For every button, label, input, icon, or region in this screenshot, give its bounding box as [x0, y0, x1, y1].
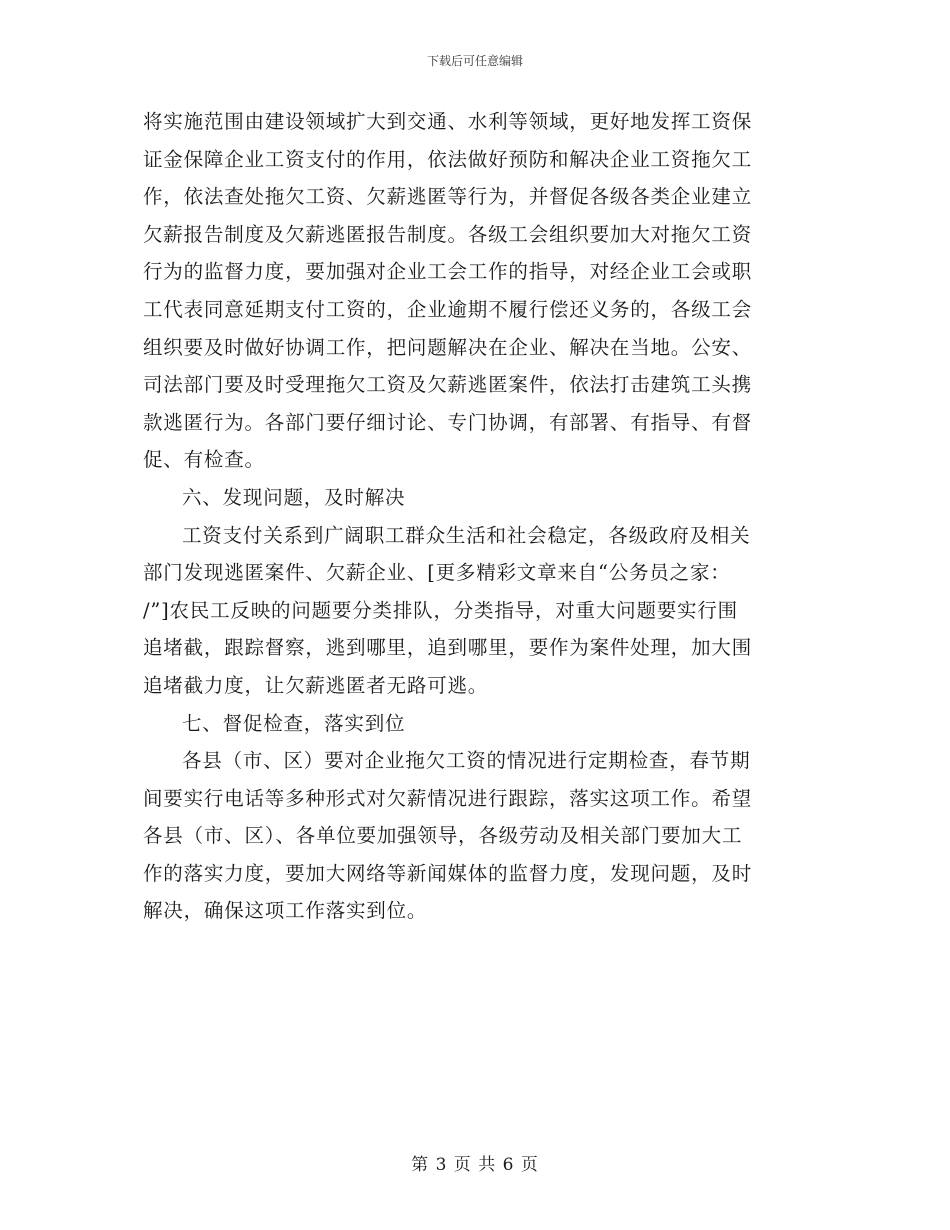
text-line: 行为的监督力度，要加强对企业工会工作的指导，对经企业工会或职: [143, 260, 753, 284]
text-line: 追堵截力度，让欠薪逃匿者无路可逃。: [143, 673, 489, 697]
text-line: 作的落实力度，要加大网络等新闻媒体的监督力度，发现问题，及时: [143, 861, 753, 885]
page-number-footer: 第 3 页 共 6 页: [411, 1155, 539, 1175]
text-line: 工资支付关系到广阔职工群众生活和社会稳定，各级政府及相关: [182, 523, 751, 547]
text-line: 证金保障企业工资支付的作用，依法做好预防和解决企业工资拖欠工: [143, 147, 753, 171]
section-heading: 六、发现问题，及时解决: [182, 485, 406, 509]
text-line: 将实施范围由建设领域扩大到交通、水利等领域，更好地发挥工资保: [143, 110, 753, 133]
text-line: 各县（市、区）要对企业拖欠工资的情况进行定期检查，春节期: [182, 749, 751, 773]
text-line: 司法部门要及时受理拖欠工资及欠薪逃匿案件，依法打击建筑工头携: [143, 373, 753, 397]
text-line: 间要实行电话等多种形式对欠薪情况进行跟踪，落实这项工作。希望: [143, 786, 753, 810]
text-line: 追堵截，跟踪督察，逃到哪里，追到哪里，要作为案件处理，加大围: [143, 636, 753, 660]
text-line: 解决，确保这项工作落实到位。: [143, 899, 428, 923]
text-line: /”]农民工反映的问题要分类排队，分类指导，对重大问题要实行围: [143, 598, 738, 622]
text-line: 作，依法查处拖欠工资、欠薪逃匿等行为，并督促各级各类企业建立: [143, 185, 753, 209]
section-heading: 七、督促检查，落实到位: [182, 711, 406, 735]
page-header: 下载后可任意编辑: [426, 54, 523, 68]
text-line: 组织要及时做好协调工作，把问题解决在企业、解决在当地。公安、: [143, 335, 753, 359]
text-line: 工代表同意延期支付工资的，企业逾期不履行偿还义务的，各级工会: [143, 297, 753, 321]
text-line: 款逃匿行为。各部门要仔细讨论、专门协调，有部署、有指导、有督: [143, 410, 753, 434]
text-line: 欠薪报告制度及欠薪逃匿报告制度。各级工会组织要加大对拖欠工资: [143, 222, 753, 246]
text-line: 各县（市、区）、各单位要加强领导，各级劳动及相关部门要加大工: [143, 824, 743, 848]
body-text: [143, 103, 795, 930]
text-line: 促、有检查。: [143, 448, 265, 472]
text-line: 部门发现逃匿案件、欠薪企业、[更多精彩文章来自“公务员之家：: [143, 561, 731, 585]
